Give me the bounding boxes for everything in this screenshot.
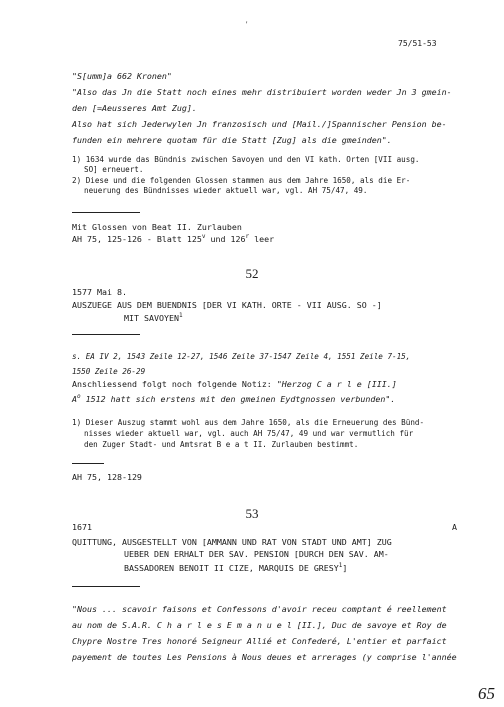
s53-quote-line: "Nous ... scavoir faisons et Confessons d'avoir receu comptant é reellement [72,604,447,614]
s51-source: Mit Glossen von Beat II. Zurlauben [72,222,242,232]
s52-note: Anschliessend folgt noch folgende Notiz: "Herzog C a r l e [III.] [72,379,397,389]
s51-footnote: 1) 1634 wurde das Bündnis zwischen Savoyen und den VI kath. Orten [VII ausg. [72,155,420,164]
s53-letter: A [452,522,457,532]
s51-text-line: "S[umm]a 662 Kronen" [72,71,172,81]
s51-footnote: neuerung des Bündnisses wieder aktuell war, vgl. AH 75/47, 49. [84,186,368,195]
divider [72,212,140,213]
divider [72,586,140,587]
s52-note: $A^o$ 1512 hatt sich erstens mit den gmeinen Eydtgnossen verbunden". [72,393,396,404]
s52-title: AUSZUEGE AUS DEM BUENDNIS [DER VI KATH. ORTE - VII AUSG. SO -] [72,300,382,310]
page-reference: 75/51-53 [398,39,437,48]
handwritten-page-mark: 65 [478,684,495,703]
section-number: 52 [245,266,259,281]
s51-text-line: funden ein mehrere quotam für die Statt [Zug] als die gmeinden". [72,135,392,145]
s52-footnote: nisses wieder aktuell war, vgl. auch AH 75/47, 49 und war vermutlich für [84,429,414,438]
s51-text-line: Also hat sich Jederwylen Jn franzosisch und [Mail./]Spannischer Pension be- [72,119,447,129]
s53-date: 1671 [72,522,92,532]
s52-title: MIT SAVOYEN$^1$ [124,312,183,323]
s51-text-line: "Also das Jn die Statt noch eines mehr distribuiert worden weder Jn 3 gmein- [72,87,452,97]
s53-title: BASSADOREN BENOIT II CIZE, MARQUIS DE GRESY$^1$] [124,562,348,573]
divider [72,334,140,335]
s51-footnote: SO] erneuert. [84,165,144,174]
s51-footnote: 2) Diese und die folgenden Glossen stammen aus dem Jahre 1650, als die Er- [72,176,411,185]
s51-text-line: den [=Aeusseres Amt Zug]. [72,103,197,113]
s52-footnote: den Zuger Stadt- und Amtsrat B e a t II. Zurlauben bestimmt. [84,440,359,449]
s53-quote-line: payement de toutes Les Pensions à Nous deues et arrerages (y comprise l'année [72,652,457,662]
divider [72,463,104,464]
s53-title: QUITTUNG, AUSGESTELLT VON [AMMANN UND RAT VON STADT UND AMT] ZUG [72,537,392,547]
s53-quote-line: Chypre Nostre Tres honoré Seigneur Allié et Confederé, L'entier et parfaict [72,636,447,646]
s53-quote-line: au nom de S.A.R. C h a r l e s E m a n u e l [II.], Duc de savoye et Roy de [72,620,447,630]
s51-source: AH 75, 125-126 - Blatt 125$^v$ und 126$^r$ leer [72,233,275,244]
s52-reference: 1550 Zeile 26-29 [72,367,146,376]
s52-source: AH 75, 128-129 [72,472,142,482]
s52-date: 1577 Mai 8. [72,287,127,297]
tick-mark: ' [246,20,248,29]
s52-reference: s. EA IV 2, 1543 Zeile 12-27, 1546 Zeile 37-1547 Zeile 4, 1551 Zeile 7-15, [72,352,411,361]
s52-footnote: 1) Dieser Auszug stammt wohl aus dem Jahre 1650, als die Erneuerung des Bünd- [72,418,425,427]
s53-title: UEBER DEN ERHALT DER SAV. PENSION [DURCH DEN SAV. AM- [124,549,389,559]
section-number: 53 [245,506,259,521]
